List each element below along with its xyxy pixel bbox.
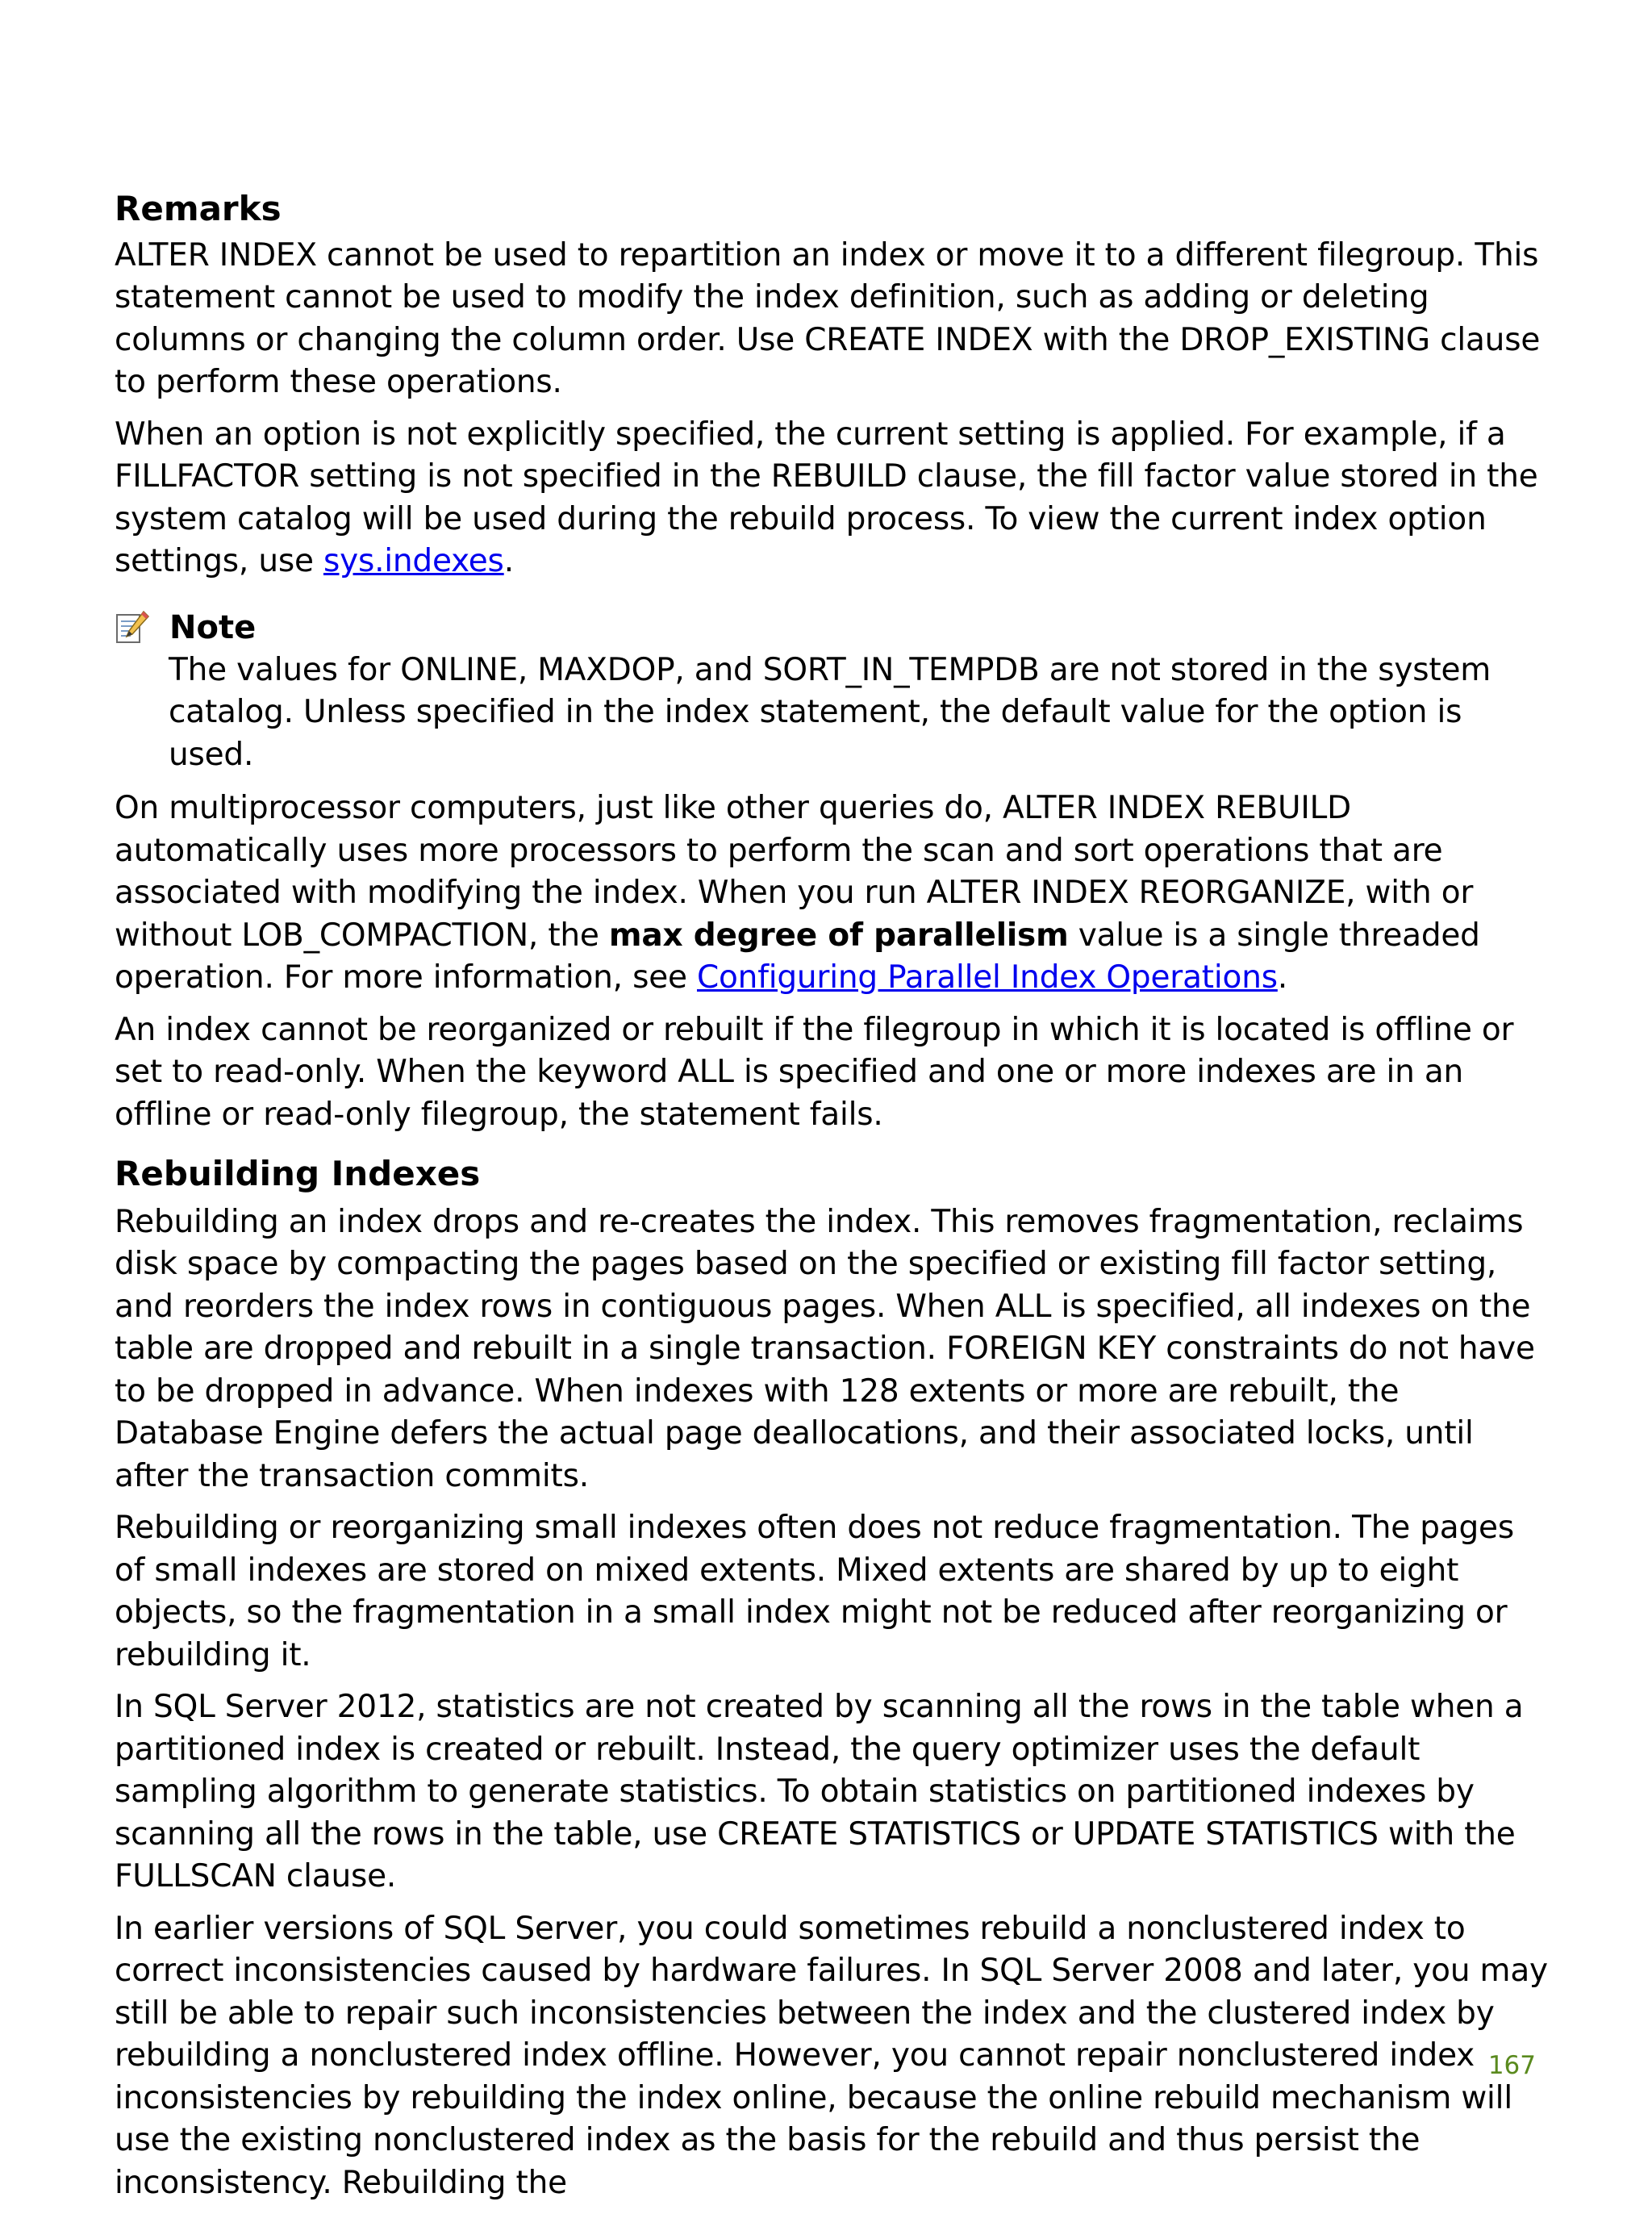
remarks-paragraph-2 — [115, 414, 1550, 583]
multiprocessor-paragraph — [115, 787, 1550, 1000]
remarks-paragraph-2-end: . — [503, 543, 514, 580]
rebuilding-paragraph-1: Rebuilding an index drops and re-creates the index. This removes fragmentation, reclaims disk space by compacting the pages based on the specified or existing fill factor setting, and reorders the index rows in contiguous pages. When ALL is specified, all indexes on the table are dropped and rebuilt in a single transaction. FOREIGN KEY constraints do not have to be dropped in advance. When indexes with 128 extents or more are rebuilt, the Database Engine defers the actual page deallocations, and their associated locks, until after the transaction commits. — [115, 1203, 1535, 1494]
multiprocessor-text-end: . — [1277, 959, 1288, 996]
document-page — [115, 187, 1550, 2214]
remarks-heading: Remarks — [115, 189, 282, 228]
note-header — [115, 606, 1550, 650]
remarks-paragraph-2-text: When an option is not explicitly specified, the current setting is applied. For example, if a FILLFACTOR setting is not specified in the REBUILD clause, the fill factor value stored in the system catalog will be used during the rebuild process. To view the current index option settings, use — [115, 416, 1538, 580]
page-number: 167 — [1487, 2051, 1536, 2080]
note-label: Note — [169, 608, 257, 646]
rebuilding-paragraph-3: In SQL Server 2012, statistics are not created by scanning all the rows in the table when a partitioned index is created or rebuilt. Instead, the query optimizer uses the default sampling algorithm to generate statistics. To obtain statistics on partitioned indexes by scanning all the rows in the table, use CREATE STATISTICS or UPDATE STATISTICS with the FULLSCAN clause. — [115, 1689, 1524, 1895]
rebuilding-paragraph-4: In earlier versions of SQL Server, you could sometimes rebuild a nonclustered index to correct inconsistencies caused by hardware failures. In SQL Server 2008 and later, you may still be able to repair such inconsistencies between the index and the clustered index by rebuilding a nonclustered index offline. However, you cannot repair nonclustered index inconsistencies by rebuilding the index online, because the online rebuild mechanism will use the existing nonclustered index as the basis for the rebuild and thus persist the inconsistency. Rebuilding the — [115, 1910, 1548, 2201]
max-degree-of-parallelism-term: max degree of parallelism — [608, 917, 1069, 954]
rebuilding-indexes-heading: Rebuilding Indexes — [115, 1154, 481, 1194]
rebuilding-paragraph-2: Rebuilding or reorganizing small indexes often does not reduce fragmentation. The pages of small indexes are stored on mixed extents. Mixed extents are shared by up to eight objects, so the fragmentation in a small index might not be reduced after reorganizing or rebuilding it. — [115, 1510, 1514, 1673]
offline-filegroup-paragraph: An index cannot be reorganized or rebuilt if the filegroup in which it is located is offline or set to read-only. When the keyword ALL is specified and one or more indexes are in an offline or read-only filegroup, the statement fails. — [115, 1011, 1514, 1133]
configuring-parallel-index-operations-link[interactable]: Configuring Parallel Index Operations — [696, 959, 1278, 996]
sys-indexes-link[interactable]: sys.indexes — [323, 543, 504, 580]
note-pencil-icon — [115, 610, 150, 645]
note-text: The values for ONLINE, MAXDOP, and SORT_IN_TEMPDB are not stored in the system catalog. Unless specified in the index statement, the default value for the option is used. — [169, 651, 1491, 773]
note-callout — [115, 606, 1550, 777]
multiprocessor-text-middle: value is a single threaded operation. For more information, see — [115, 917, 1480, 996]
multiprocessor-text: On multiprocessor computers, just like other queries do, ALTER INDEX REBUILD automatically uses more processors to perform the scan and sort operations that are associated with modifying the index. When you run ALTER INDEX REORGANIZE, with or without LOB_COMPACTION, the — [115, 790, 1474, 954]
remarks-paragraph-1: ALTER INDEX cannot be used to repartition an index or move it to a different filegroup. This statement cannot be used to modify the index definition, such as adding or deleting columns or changing the column order. Use CREATE INDEX with the DROP_EXISTING clause to perform these operations. — [115, 236, 1541, 401]
